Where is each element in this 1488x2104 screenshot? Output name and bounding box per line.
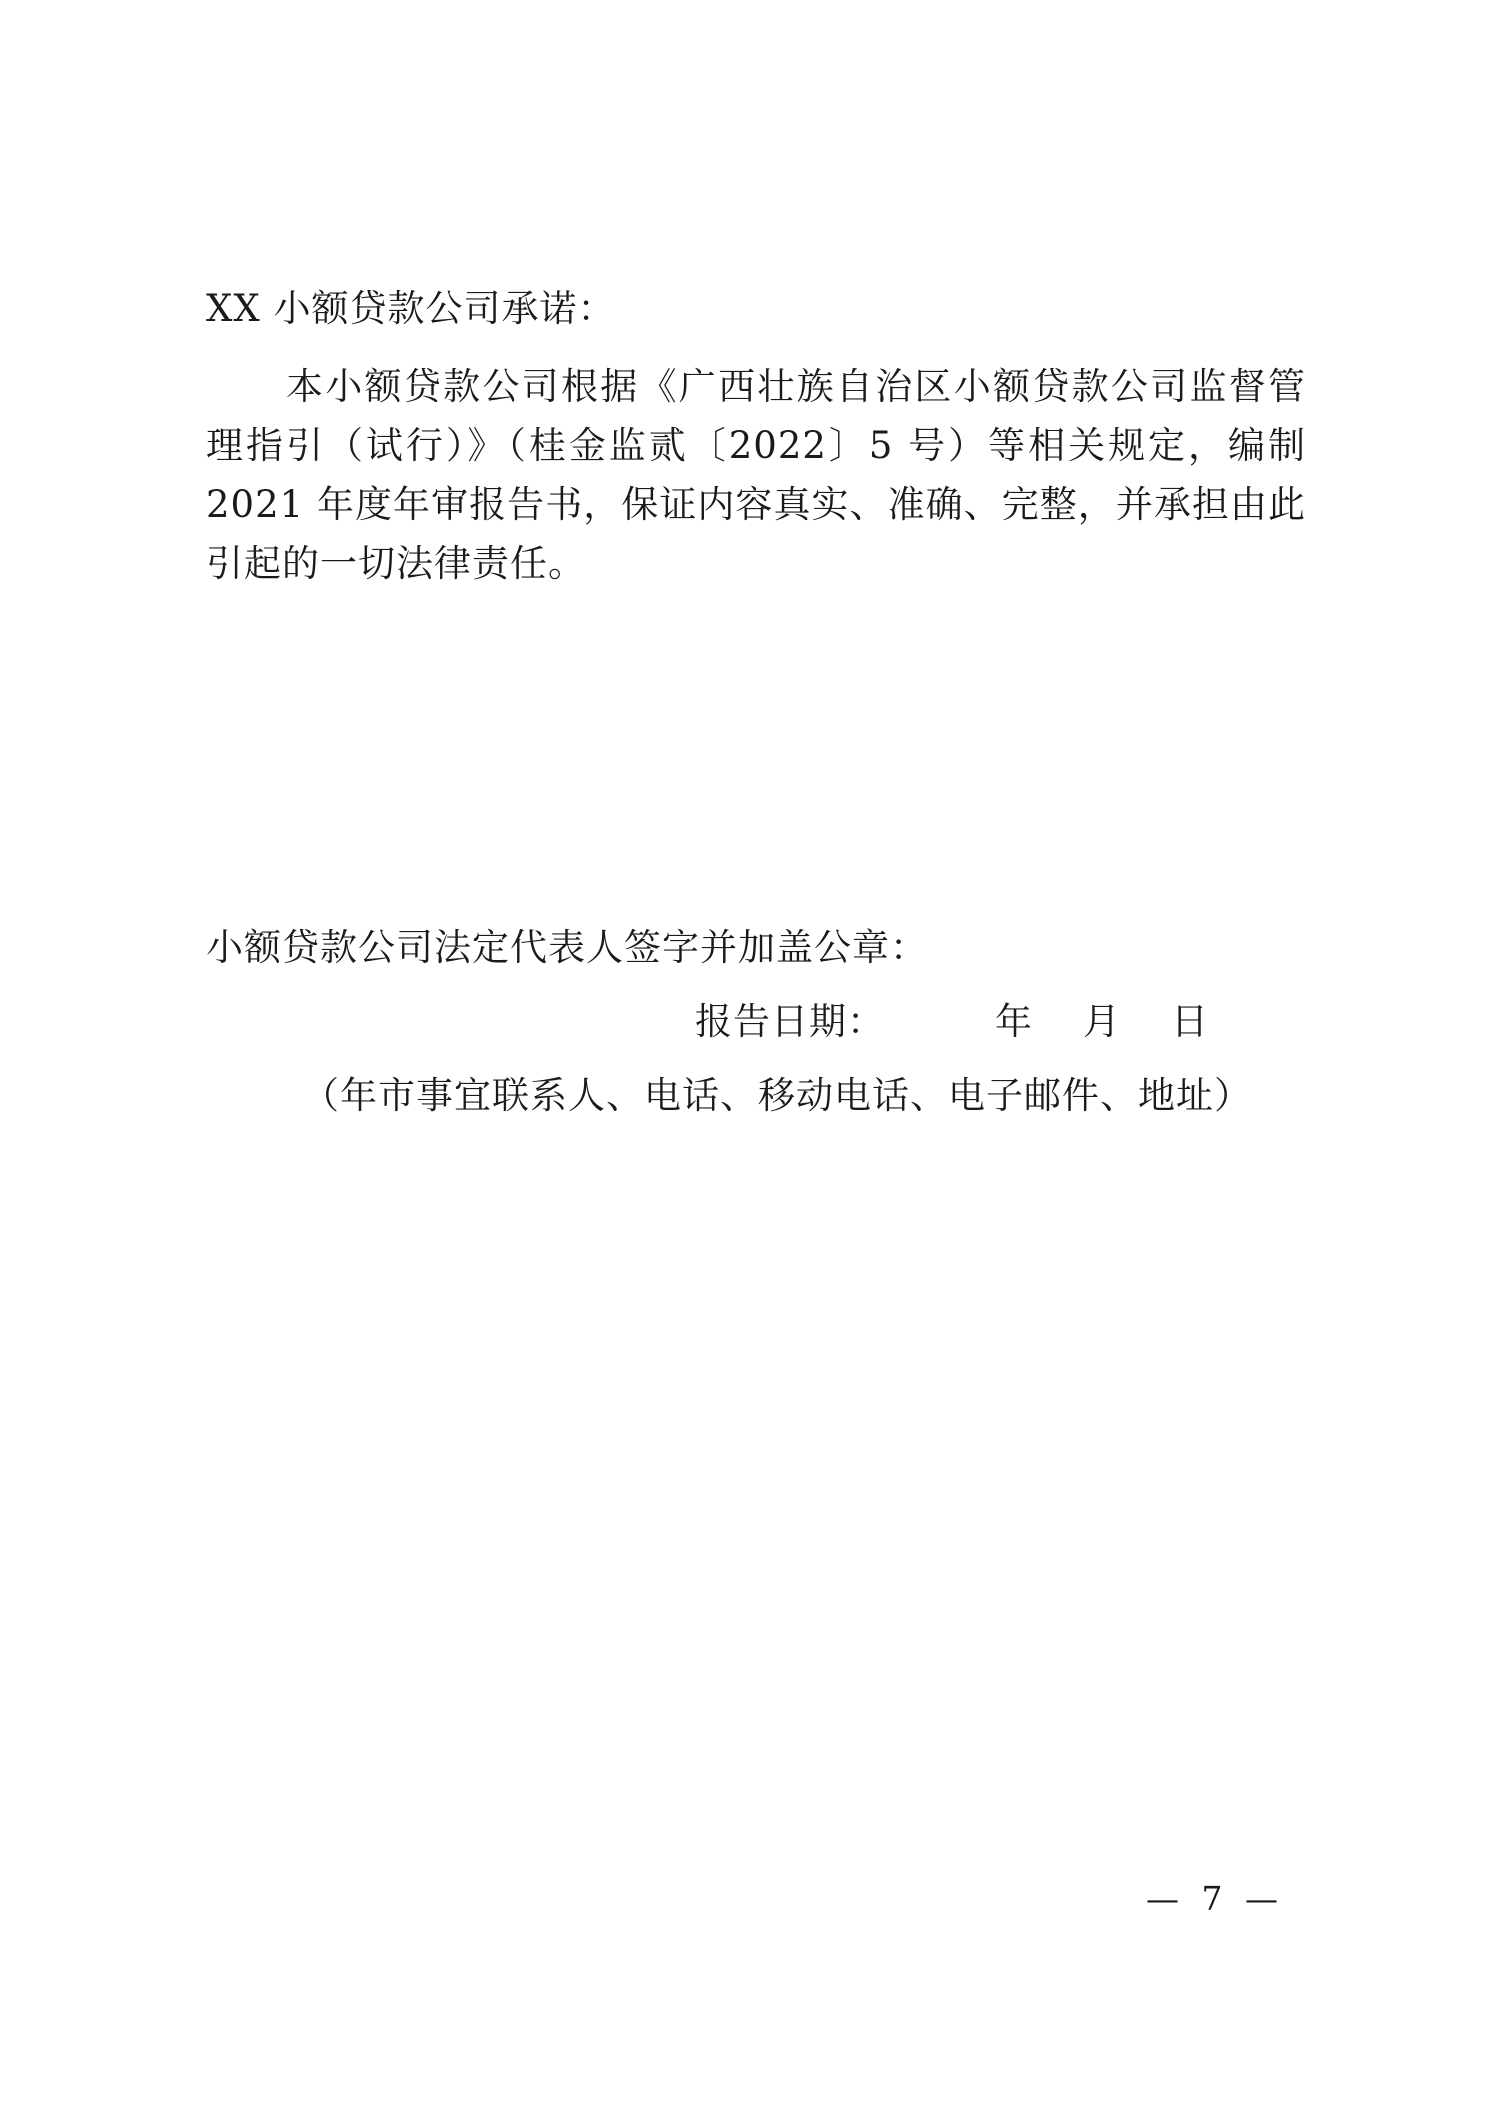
report-date-line <box>695 996 1209 1048</box>
signature-seal-line: 小额贷款公司法定代表人签字并加盖公章： <box>206 926 928 969</box>
contact-info-note: （年市事宜联系人、电话、移动电话、电子邮件、地址） <box>302 1074 1252 1117</box>
report-date-year: 年 <box>995 1000 1033 1043</box>
commitment-body-paragraph: 本小额贷款公司根据《广西壮族自治区小额贷款公司监督管理指引（试行）》（桂金监贰〔2022〕5 号）等相关规定，编制 2021 年度年审报告书，保证内容真实、准确、完整，并承担由此引起的一切法律责任。 <box>206 365 1306 585</box>
commitment-heading: XX 小额贷款公司承诺： <box>206 287 616 330</box>
report-date-day: 日 <box>1171 1000 1209 1043</box>
report-date-month: 月 <box>1083 1000 1121 1043</box>
report-date-label: 报告日期： <box>695 1000 885 1043</box>
page-number: — 7 — <box>1146 1879 1284 1918</box>
